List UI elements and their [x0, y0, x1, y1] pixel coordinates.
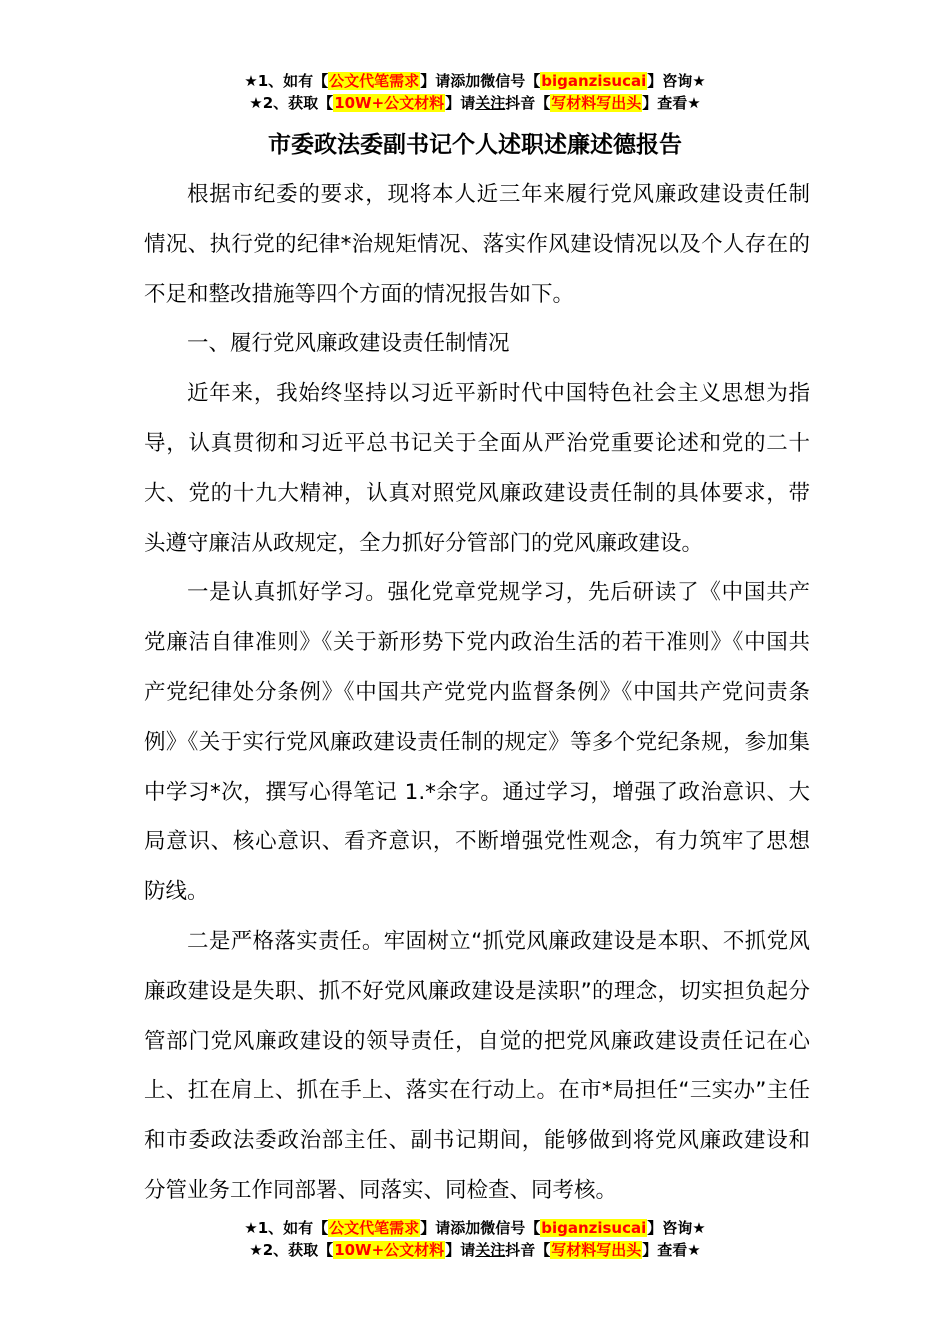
- banner-underlined-text: 关注: [475, 1241, 506, 1259]
- footer-banner-line-1: [0, 1217, 950, 1239]
- banner-text: ★2、获取【: [249, 94, 334, 112]
- banner-text: ★1、如有【: [244, 72, 329, 90]
- banner-underlined-text: 关注: [475, 94, 506, 112]
- banner-text: 抖音【: [505, 1241, 551, 1259]
- banner-text: ★2、获取【: [249, 1241, 334, 1259]
- banner-highlight: 公文代笔需求: [329, 1219, 420, 1237]
- banner-text: 】咨询★: [647, 72, 706, 90]
- banner-highlight: 10W+公文材料: [334, 1241, 445, 1259]
- section-heading: 一、履行党风廉政建设责任制情况: [187, 331, 510, 357]
- header-banner-line-1: [0, 70, 950, 92]
- paragraph-intro: 根据市纪委的要求，现将本人近三年来履行党风廉政建设责任制情况、执行党的纪律*治规矩情况、落实作风建设情况以及个人存在的不足和整改措施等四个方面的情况报告如下。: [144, 182, 810, 307]
- banner-highlight: 写材料写出头: [551, 94, 642, 112]
- banner-text: 】请: [445, 94, 476, 112]
- document-body: [144, 170, 810, 1216]
- banner-text: 】请: [445, 1241, 476, 1259]
- banner-text: 】请添加微信号【: [420, 72, 541, 90]
- document-title: 市委政法委副书记个人述职述廉述德报告: [268, 132, 682, 158]
- footer-banner-line-2: [0, 1239, 950, 1261]
- banner-highlight: biganzisucai: [541, 1219, 647, 1237]
- paragraph: 二是严格落实责任。牢固树立“抓党风廉政建设是本职、不抓党风廉政建设是失职、抓不好党风廉政建设是渎职”的理念，切实担负起分管部门党风廉政建设的领导责任，自觉的把党风廉政建设责任记在心上、扛在肩上、抓在手上、落实在行动上。在市*局担任“三实办”主任和市委政法委政治部主任、副书记期间，能够做到将党风廉政建设和分管业务工作同部署、同落实、同检查、同考核。: [144, 928, 810, 1203]
- paragraph: 一是认真抓好学习。强化党章党规学习，先后研读了《中国共产党廉洁自律准则》《关于新形势下党内政治生活的若干准则》《中国共产党纪律处分条例》《中国共产党党内监督条例》《中国共产党问责条例》《关于实行党风廉政建设责任制的规定》等多个党纪条规，参加集中学习*次，撰写心得笔记 1.*余字。通过学习，增强了政治意识、大局意识、核心意识、看齐意识，不断增强党性观念，有力筑牢了思想防线。: [144, 580, 810, 905]
- banner-highlight: 公文代笔需求: [329, 72, 420, 90]
- banner-text: 】请添加微信号【: [420, 1219, 541, 1237]
- banner-text: 抖音【: [505, 94, 551, 112]
- banner-highlight: biganzisucai: [541, 72, 647, 90]
- banner-text: 】查看★: [642, 94, 701, 112]
- banner-text: ★1、如有【: [244, 1219, 329, 1237]
- header-banner: [0, 70, 950, 114]
- header-banner-line-2: [0, 92, 950, 114]
- paragraph: 近年来，我始终坚持以习近平新时代中国特色社会主义思想为指导，认真贯彻和习近平总书记关于全面从严治党重要论述和党的二十大、党的十九大精神，认真对照党风廉政建设责任制的具体要求，带头遵守廉洁从政规定，全力抓好分管部门的党风廉政建设。: [144, 381, 810, 556]
- footer-banner: [0, 1217, 950, 1261]
- banner-highlight: 10W+公文材料: [334, 94, 445, 112]
- banner-highlight: 写材料写出头: [551, 1241, 642, 1259]
- banner-text: 】咨询★: [647, 1219, 706, 1237]
- banner-text: 】查看★: [642, 1241, 701, 1259]
